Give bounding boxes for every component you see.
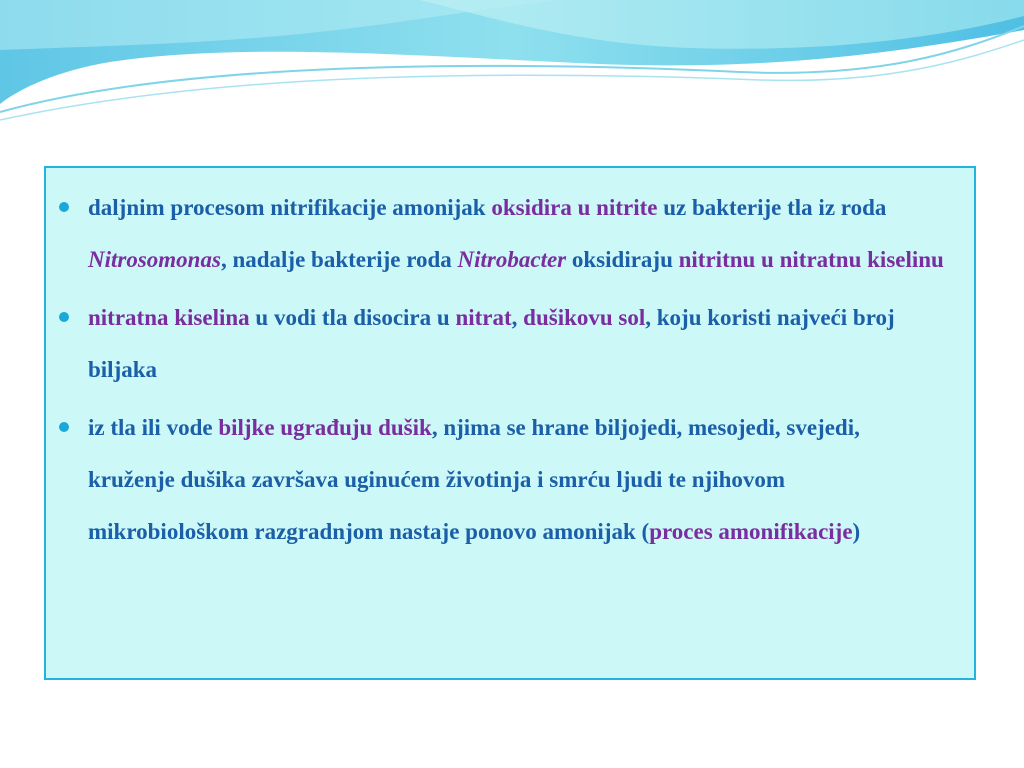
bullet-text: iz tla ili vode xyxy=(88,415,219,440)
bullet-item xyxy=(46,182,944,286)
bullet-text-emphasis: proces amonifikacije xyxy=(649,519,853,544)
bullet-text: , xyxy=(511,305,524,330)
wave-header-decoration xyxy=(0,0,1024,130)
bullet-text-emphasis: nitrat xyxy=(455,305,512,330)
bullet-text-emphasis: nitritnu u nitratnu kiselinu xyxy=(678,247,944,272)
bullet-text: daljnim procesom nitrifikacije amonijak xyxy=(88,195,492,220)
bullet-text: oksidiraju xyxy=(566,247,679,272)
bullet-dot-icon xyxy=(59,312,69,322)
bullet-text-emphasis: Nitrobacter xyxy=(457,247,567,272)
bullet-dot-icon xyxy=(59,202,69,212)
bullet-dot-icon xyxy=(59,422,69,432)
content-box xyxy=(44,166,976,680)
bullet-item xyxy=(46,402,944,558)
bullet-text-emphasis: Nitrosomonas xyxy=(88,247,221,272)
bullet-text-emphasis: biljke ugrađuju dušik xyxy=(218,415,432,440)
bullet-text: u vodi tla disocira u xyxy=(249,305,456,330)
bullet-text: , koju koristi najveći broj biljaka xyxy=(88,305,895,382)
bullet-item xyxy=(46,292,944,396)
bullet-text: ) xyxy=(852,519,861,544)
bullet-text-emphasis: dušikovu sol xyxy=(523,305,646,330)
bullet-text: uz bakterije tla iz roda xyxy=(657,195,887,220)
bullet-text: , nadalje bakterije roda xyxy=(220,247,458,272)
bullet-text-emphasis: nitratna kiselina xyxy=(88,305,250,330)
bullet-text-emphasis: oksidira u nitrite xyxy=(491,195,658,220)
bullet-list xyxy=(46,168,974,558)
bullet-text: , njima se hrane biljojedi, mesojedi, svejedi, kruženje dušika završava uginućem životinja i smrću ljudi te njihovom mikrobiološkom razgradnjom nastaje ponovo amonijak ( xyxy=(88,415,860,544)
